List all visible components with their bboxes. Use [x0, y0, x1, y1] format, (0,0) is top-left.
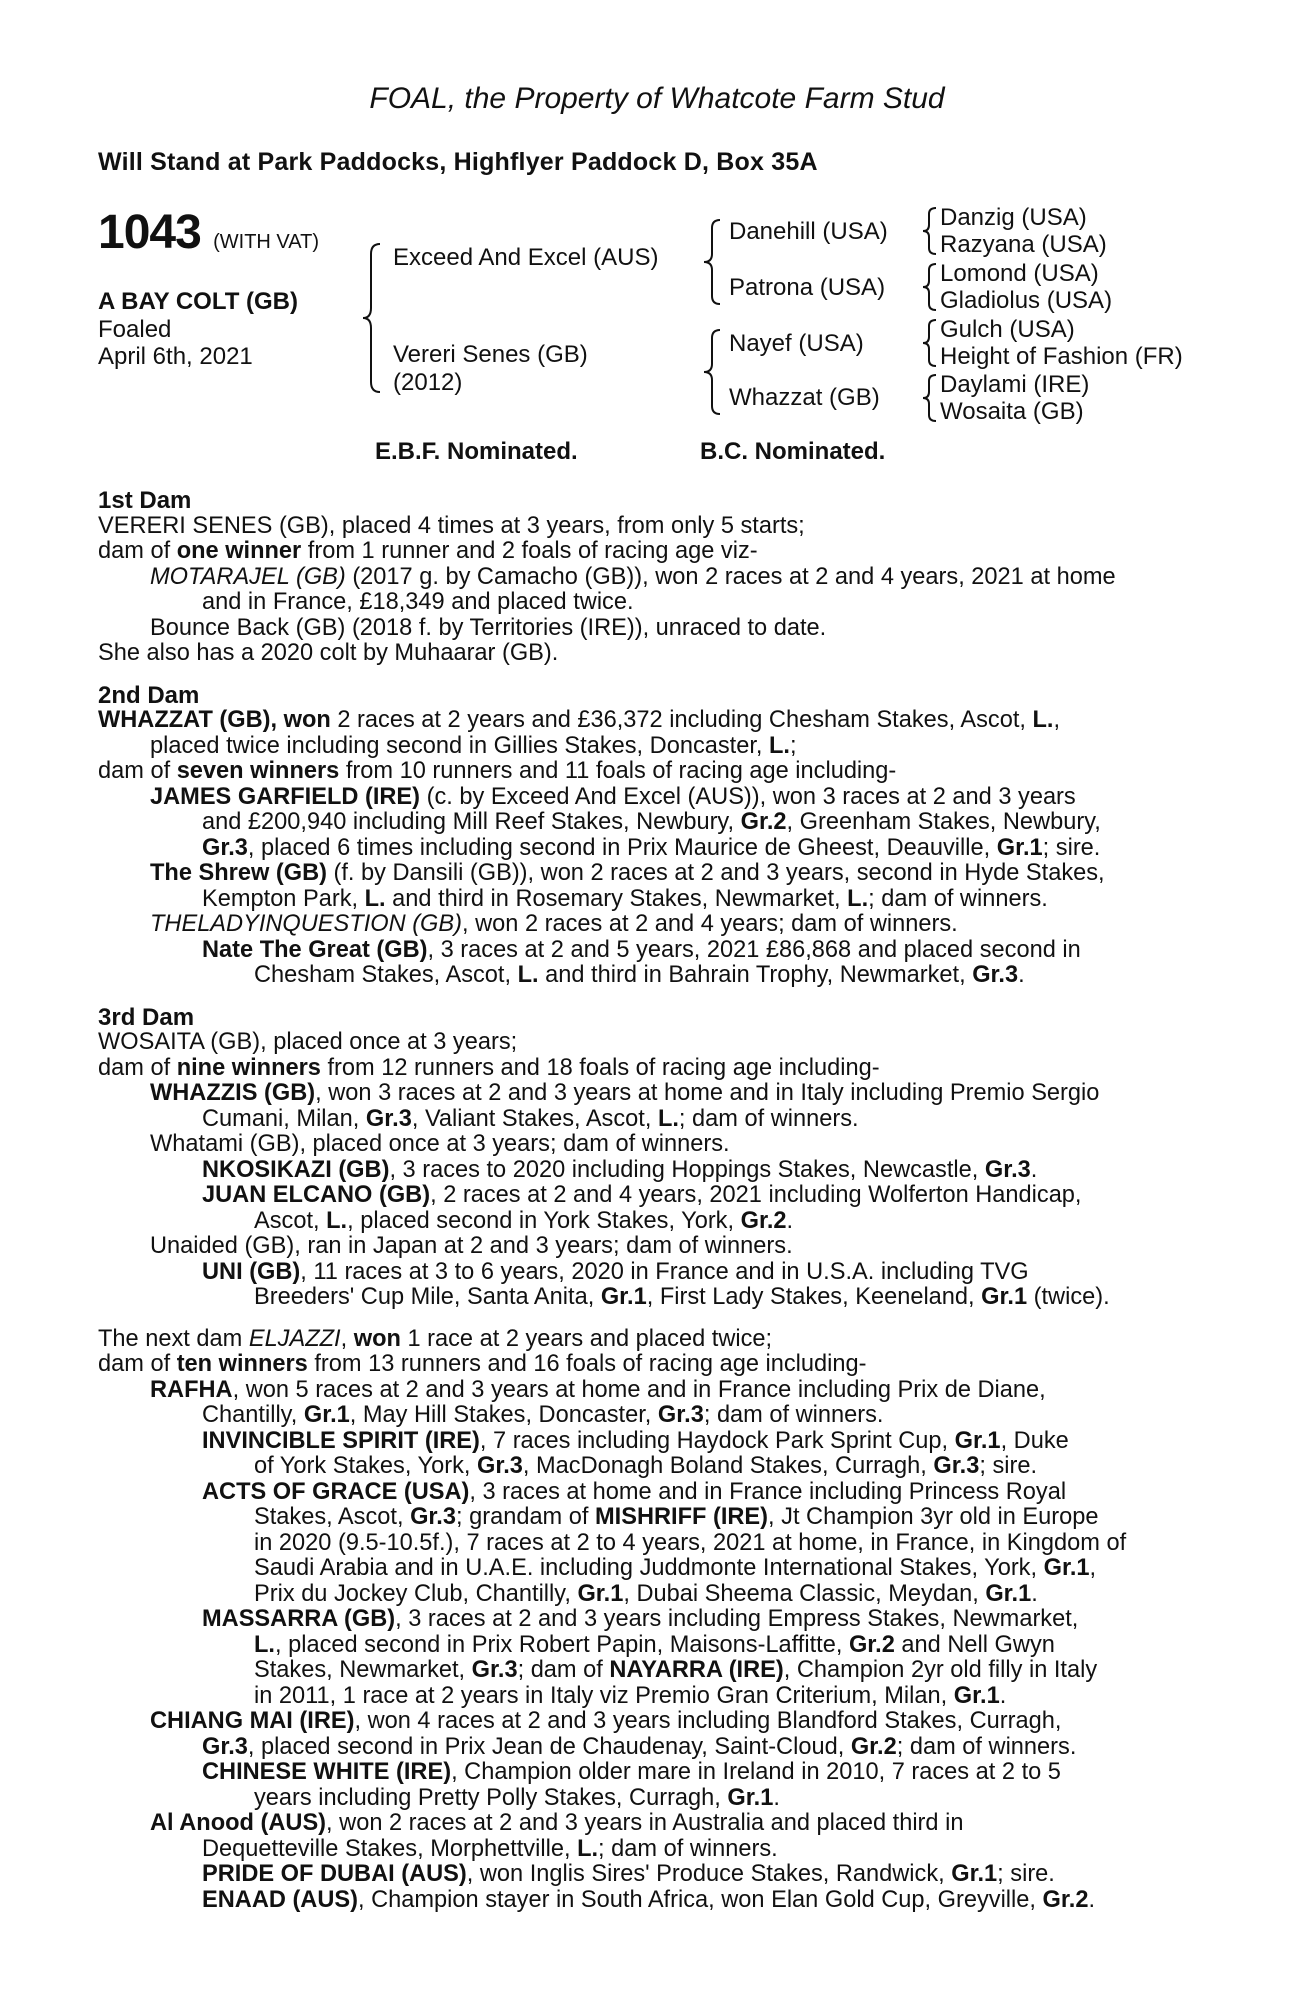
text-segment: seven winners — [176, 758, 340, 784]
text-line — [98, 963, 1208, 989]
text-line — [98, 1633, 1208, 1659]
text-line — [98, 1480, 1208, 1506]
text-segment: WHAZZAT (GB), won — [98, 707, 331, 733]
text-segment: (c. by Exceed And Excel (AUS)), won 3 races at 2 and 3 years — [420, 783, 1076, 810]
text-segment: , Valiant Stakes, Ascot, — [411, 1105, 658, 1132]
text-segment: Gr.1 — [303, 1402, 350, 1428]
text-segment: Whatami (GB), placed once at 3 years; dam of winners. — [150, 1131, 730, 1157]
text-segment: , Dubai Sheema Classic, Meydan, — [623, 1580, 986, 1607]
text-line — [98, 539, 1208, 565]
text-segment: PRIDE OF DUBAI (AUS) — [202, 1861, 467, 1887]
text-segment: , won 2 races at 2 and 3 years in Australia and placed third in — [326, 1810, 964, 1836]
text-line — [98, 1030, 1208, 1056]
ancestor-gulch: Gulch (USA) — [940, 316, 1075, 343]
text-segment: NKOSIKAZI (GB) — [202, 1156, 390, 1183]
ancestor-wosaita: Wosaita (GB) — [940, 398, 1084, 425]
text-line — [98, 1684, 1208, 1710]
text-segment: L. — [364, 885, 386, 912]
text-line — [98, 514, 1208, 540]
text-line — [98, 1132, 1208, 1158]
text-segment: , 2 races at 2 and 4 years, 2021 including Wolferton Handicap, — [430, 1182, 1082, 1208]
text-segment: , May Hill Stakes, Doncaster, — [349, 1402, 658, 1428]
text-segment: Nate The Great (GB) — [202, 936, 428, 963]
brace-g1 — [920, 206, 940, 256]
text-segment: , MacDonagh Boland Stakes, Curragh, — [522, 1453, 934, 1479]
vat-note: (WITH VAT) — [213, 231, 320, 253]
ancestor-danzig: Danzig (USA) — [940, 204, 1087, 231]
section-heading — [98, 683, 1208, 709]
text-segment: . — [1031, 1580, 1038, 1607]
brace-g4 — [920, 373, 940, 423]
text-segment: Ascot, — [254, 1207, 327, 1234]
brace-g3 — [920, 318, 940, 368]
text-segment: and third in Rosemary Stakes, Newmarket, — [385, 885, 848, 912]
section-gap — [98, 1311, 1208, 1327]
text-segment: THELADYINQUESTION (GB) — [150, 911, 462, 937]
text-segment: WHAZZIS (GB) — [150, 1080, 316, 1106]
dam-year: (2012) — [393, 369, 463, 396]
text-segment: , Duke — [1000, 1427, 1069, 1454]
text-segment: , Champion 2yr old filly in Italy — [783, 1657, 1098, 1683]
text-segment: Prix du Jockey Club, Chantilly, — [254, 1580, 578, 1607]
ebf-nominated: E.B.F. Nominated. — [375, 438, 578, 465]
text-segment: L. — [1032, 707, 1054, 733]
pedigree-brace-main — [360, 242, 390, 394]
text-segment: ten winners — [176, 1351, 308, 1377]
text-line — [98, 1352, 1208, 1378]
text-segment: MOTARAJEL (GB) — [150, 563, 346, 590]
text-segment: and Nell Gwyn — [894, 1631, 1055, 1658]
text-line — [98, 912, 1208, 938]
text-line — [98, 1505, 1208, 1531]
text-line — [98, 785, 1208, 811]
text-segment: ; dam of winners. — [598, 1835, 778, 1862]
text-segment: CHINESE WHITE (IRE) — [202, 1759, 452, 1785]
ancestor-daylami: Daylami (IRE) — [940, 371, 1090, 398]
text-segment: Gr.2 — [740, 809, 787, 835]
text-segment: , 3 races to 2020 including Hoppings Stakes, Newcastle, — [389, 1156, 985, 1183]
text-segment: RAFHA — [150, 1376, 233, 1403]
text-line — [98, 1760, 1208, 1786]
text-segment: WOSAITA (GB), placed once at 3 years; — [98, 1029, 518, 1055]
text-line — [98, 590, 1208, 616]
text-segment: one winner — [176, 538, 302, 564]
text-line — [98, 1327, 1208, 1353]
text-segment: UNI (GB) — [202, 1258, 301, 1285]
text-segment: (twice). — [1027, 1284, 1110, 1310]
text-line — [98, 1285, 1208, 1311]
text-segment: INVINCIBLE SPIRIT (IRE) — [202, 1427, 480, 1454]
text-segment: L. — [577, 1835, 599, 1862]
text-segment: , Greenham Stakes, Newbury, — [786, 809, 1101, 835]
text-segment: Gr.1 — [951, 1861, 998, 1887]
text-segment: . — [1030, 1156, 1038, 1183]
text-segment: She also has a 2020 colt by Muhaarar (GB). — [98, 640, 559, 666]
text-segment: Gr.3 — [657, 1402, 704, 1428]
text-segment: Bounce Back (GB) (2018 f. by Territories (IRE)), unraced to date. — [150, 614, 827, 641]
text-segment: , 11 races at 3 to 6 years, 2020 in France and in U.S.A. including TVG — [300, 1258, 1029, 1285]
text-line — [98, 861, 1208, 887]
text-segment: L. — [769, 732, 790, 759]
text-segment: in 2020 (9.5-10.5f.), 7 races at 2 to 4 years, 2021 at home, in France, in Kingdom of — [254, 1529, 1127, 1556]
text-segment: dam of — [98, 1351, 177, 1377]
text-segment: Chantilly, — [202, 1402, 304, 1428]
text-segment: . — [786, 1207, 794, 1234]
text-segment: JUAN ELCANO (GB) — [202, 1182, 431, 1208]
text-segment: L. — [657, 1105, 679, 1132]
text-segment: , 7 races including Haydock Park Sprint Cup, — [479, 1427, 955, 1454]
sire-name: Exceed And Excel (AUS) — [393, 244, 659, 271]
text-segment: Gr.3 — [471, 1657, 518, 1683]
text-segment: ; dam of — [517, 1657, 610, 1683]
text-segment: Cumani, Milan, — [202, 1105, 366, 1132]
text-line — [98, 887, 1208, 913]
text-segment: Breeders' Cup Mile, Santa Anita, — [254, 1284, 601, 1310]
text-line — [98, 1429, 1208, 1455]
dam-history — [98, 488, 1208, 1913]
text-line — [98, 1183, 1208, 1209]
text-segment: Gr.1 — [954, 1427, 1001, 1454]
text-segment: CHIANG MAI (IRE) — [150, 1708, 355, 1734]
text-line — [98, 1403, 1208, 1429]
text-segment: placed twice including second in Gillies Stakes, Doncaster, — [150, 732, 770, 759]
text-segment: years including Pretty Polly Stakes, Curragh, — [254, 1784, 728, 1811]
text-segment: Saudi Arabia and in U.A.E. including Juddmonte International Stakes, York, — [254, 1555, 1044, 1581]
text-segment: Gr.1 — [985, 1580, 1032, 1607]
text-segment: 2 races at 2 years and £36,372 including Chesham Stakes, Ascot, — [330, 707, 1033, 733]
text-segment: dam of — [98, 758, 177, 784]
text-segment: Dequetteville Stakes, Morphettville, — [202, 1835, 578, 1862]
text-segment: (2017 g. by Camacho (GB)), won 2 races at 2 and 4 years, 2021 at home — [345, 563, 1116, 590]
text-segment: ENAAD (AUS) — [202, 1886, 358, 1913]
text-segment: , 3 races at 2 and 3 years including Empress Stakes, Newmarket, — [395, 1606, 1079, 1632]
text-segment: , placed 6 times including second in Prix Maurice de Gheest, Deauville, — [247, 834, 997, 861]
text-segment: Gr.1 — [577, 1580, 624, 1607]
brace-g2 — [920, 262, 940, 312]
text-segment: dam of — [98, 538, 177, 564]
text-segment: , won 3 races at 2 and 3 years at home and in Italy including Premio Sergio — [315, 1080, 1100, 1106]
dam-name: Vereri Senes (GB) — [393, 341, 588, 368]
text-segment: (f. by Dansili (GB)), won 2 races at 2 and 3 years, second in Hyde Stakes, — [326, 860, 1105, 886]
catalogue-title: FOAL, the Property of Whatcote Farm Stud — [369, 82, 945, 115]
ancestor-height-of-fashion: Height of Fashion (FR) — [940, 343, 1183, 370]
text-segment: Gr.1 — [1043, 1555, 1090, 1581]
text-line — [98, 616, 1208, 642]
text-line — [98, 565, 1208, 591]
lot-number-block — [98, 205, 319, 260]
section-heading — [98, 488, 1208, 514]
text-line — [98, 734, 1208, 760]
ancestor-lomond: Lomond (USA) — [940, 260, 1099, 287]
text-segment: Gr.2 — [740, 1207, 787, 1234]
text-line — [98, 641, 1208, 667]
text-segment: Stakes, Newmarket, — [254, 1657, 472, 1683]
text-segment: from 1 runner and 2 foals of racing age viz- — [301, 538, 758, 564]
text-segment: , placed second in York Stakes, York, — [347, 1207, 741, 1234]
text-segment: ACTS OF GRACE (USA) — [202, 1478, 470, 1505]
text-segment: 1st Dam — [98, 487, 192, 514]
section-gap — [98, 667, 1208, 683]
text-segment: Stakes, Ascot, — [254, 1504, 411, 1530]
foaled-date: April 6th, 2021 — [98, 343, 253, 370]
text-segment: , Jt Champion 3yr old in Europe — [768, 1504, 1099, 1530]
sire-dam: Patrona (USA) — [729, 274, 886, 301]
text-segment: , — [1053, 707, 1061, 733]
text-segment: , 3 races at home and in France including Princess Royal — [469, 1478, 1067, 1505]
text-line — [98, 1709, 1208, 1735]
text-segment: . — [999, 1682, 1007, 1709]
section-gap — [98, 989, 1208, 1005]
text-segment: , placed second in Prix Jean de Chaudenay, Saint-Cloud, — [247, 1733, 851, 1760]
text-line — [98, 1158, 1208, 1184]
text-segment: JAMES GARFIELD (IRE) — [150, 783, 421, 810]
text-line — [98, 1378, 1208, 1404]
text-segment: from 13 runners and 16 foals of racing age including- — [307, 1351, 867, 1377]
text-segment: L. — [517, 962, 539, 988]
text-line — [98, 1607, 1208, 1633]
text-segment: ; dam of winners. — [703, 1402, 884, 1428]
text-line — [98, 1260, 1208, 1286]
text-segment: ELJAZZI — [248, 1325, 341, 1352]
text-line — [98, 1454, 1208, 1480]
text-segment: 1 race at 2 years and placed twice; — [400, 1325, 773, 1352]
text-segment: ; sire. — [1042, 834, 1101, 861]
text-segment: MISHRIFF (IRE) — [595, 1504, 769, 1530]
text-segment: won — [353, 1325, 401, 1352]
text-line — [98, 1209, 1208, 1235]
section-heading — [98, 1005, 1208, 1031]
text-line — [98, 1786, 1208, 1812]
text-segment: Gr.3 — [202, 1733, 248, 1760]
text-line — [98, 938, 1208, 964]
bc-nominated: B.C. Nominated. — [700, 438, 886, 465]
text-segment: Gr.3 — [202, 834, 248, 861]
text-segment: , won 4 races at 2 and 3 years including Blandford Stakes, Curragh, — [354, 1708, 1062, 1734]
ancestor-razyana: Razyana (USA) — [940, 231, 1107, 258]
text-line — [98, 1658, 1208, 1684]
sire-sire: Danehill (USA) — [729, 218, 888, 245]
text-segment: ; grandam of — [455, 1504, 596, 1530]
text-line — [98, 836, 1208, 862]
text-segment: L. — [326, 1207, 348, 1234]
text-segment: Gr.2 — [848, 1631, 895, 1658]
text-segment: Gr.1 — [981, 1284, 1028, 1310]
text-line — [98, 1862, 1208, 1888]
text-segment: 2nd Dam — [98, 681, 200, 709]
text-line — [98, 759, 1208, 785]
pedigree-brace-dam — [700, 328, 728, 416]
text-segment: , — [340, 1325, 354, 1352]
text-line — [98, 1107, 1208, 1133]
text-segment: Gr.1 — [996, 834, 1043, 861]
dam-sire: Nayef (USA) — [729, 330, 864, 357]
text-segment: NAYARRA (IRE) — [609, 1657, 784, 1683]
text-segment: VERERI SENES (GB), placed 4 times at 3 years, from only 5 starts; — [98, 512, 805, 539]
text-segment: , — [1089, 1555, 1097, 1581]
ancestor-gladiolus: Gladiolus (USA) — [940, 287, 1113, 314]
text-line — [98, 1735, 1208, 1761]
text-segment: , First Lady Stakes, Keeneland, — [646, 1284, 982, 1310]
pedigree-brace-sire — [700, 218, 728, 306]
text-segment: L. — [254, 1631, 275, 1658]
text-line — [98, 1811, 1208, 1837]
text-segment: Al Anood (AUS) — [150, 1810, 327, 1836]
text-segment: ; — [789, 732, 797, 759]
text-segment: nine winners — [176, 1054, 321, 1081]
text-segment: Gr.3 — [933, 1453, 980, 1479]
text-segment: Gr.3 — [410, 1504, 456, 1530]
text-segment: . — [773, 1784, 780, 1811]
text-segment: Unaided (GB), ran in Japan at 2 and 3 years; dam of winners. — [150, 1233, 793, 1259]
text-line — [98, 1582, 1208, 1608]
text-segment: The Shrew (GB) — [150, 860, 327, 886]
text-segment: Gr.2 — [1042, 1886, 1089, 1913]
text-segment: Gr.3 — [984, 1156, 1031, 1183]
text-segment: , Champion older mare in Ireland in 2010, 7 races at 2 to 5 — [451, 1759, 1061, 1785]
text-segment: ; dam of winners. — [896, 1733, 1077, 1760]
text-segment: L. — [847, 885, 869, 912]
text-segment: Gr.1 — [727, 1784, 774, 1811]
text-segment: Gr.2 — [850, 1733, 897, 1760]
stand-location: Will Stand at Park Paddocks, Highflyer Paddock D, Box 35A — [98, 148, 818, 176]
text-segment: Gr.1 — [953, 1682, 1000, 1709]
text-segment: from 10 runners and 11 foals of racing age including- — [339, 758, 897, 784]
text-segment: The next dam — [98, 1325, 249, 1352]
text-line — [98, 1056, 1208, 1082]
text-segment: Kempton Park, — [202, 885, 365, 912]
text-segment: , placed second in Prix Robert Papin, Maisons-Laffitte, — [274, 1631, 849, 1658]
text-segment: , won Inglis Sires' Produce Stakes, Randwick, — [466, 1861, 952, 1887]
text-line — [98, 1888, 1208, 1914]
text-segment: . — [1088, 1886, 1096, 1913]
text-segment: and £200,940 including Mill Reef Stakes, Newbury, — [202, 809, 741, 835]
text-line — [98, 1556, 1208, 1582]
text-segment: and third in Bahrain Trophy, Newmarket, — [538, 962, 973, 988]
text-segment: , 3 races at 2 and 5 years, 2021 £86,868 and placed second in — [427, 936, 1081, 963]
text-segment: Gr.3 — [476, 1453, 523, 1479]
text-segment: and in France, £18,349 and placed twice. — [202, 589, 634, 615]
text-segment: of York Stakes, York, — [254, 1453, 477, 1479]
text-segment: Gr.3 — [365, 1105, 412, 1132]
text-line — [98, 1234, 1208, 1260]
text-line — [98, 1081, 1208, 1107]
text-segment: Gr.3 — [972, 962, 1019, 988]
text-line — [98, 1837, 1208, 1863]
text-line — [98, 810, 1208, 836]
text-segment: 3rd Dam — [98, 1003, 195, 1031]
text-segment: , won 2 races at 2 and 4 years; dam of winners. — [462, 911, 958, 937]
text-segment: Gr.1 — [600, 1284, 647, 1310]
foaled-label: Foaled — [98, 316, 172, 343]
text-segment: . — [1018, 962, 1025, 988]
text-segment: ; dam of winners. — [678, 1105, 859, 1132]
text-segment: , Champion stayer in South Africa, won Elan Gold Cup, Greyville, — [357, 1886, 1043, 1913]
lot-description: A BAY COLT (GB) — [98, 288, 299, 315]
text-segment: MASSARRA (GB) — [202, 1606, 396, 1632]
text-segment: ; sire. — [979, 1453, 1038, 1479]
text-segment: from 12 runners and 18 foals of racing age including- — [320, 1054, 880, 1081]
text-segment: Chesham Stakes, Ascot, — [254, 962, 518, 988]
text-segment: dam of — [98, 1054, 177, 1081]
text-line — [98, 1531, 1208, 1557]
dam-dam: Whazzat (GB) — [729, 384, 880, 411]
text-segment: ; dam of winners. — [868, 885, 1048, 912]
text-segment: ; sire. — [997, 1861, 1055, 1887]
text-segment: , won 5 races at 2 and 3 years at home and in France including Prix de Diane, — [232, 1376, 1046, 1403]
text-segment: in 2011, 1 race at 2 years in Italy viz Premio Gran Criterium, Milan, — [254, 1682, 954, 1709]
text-line — [98, 708, 1208, 734]
lot-number: 1043 — [98, 206, 201, 259]
